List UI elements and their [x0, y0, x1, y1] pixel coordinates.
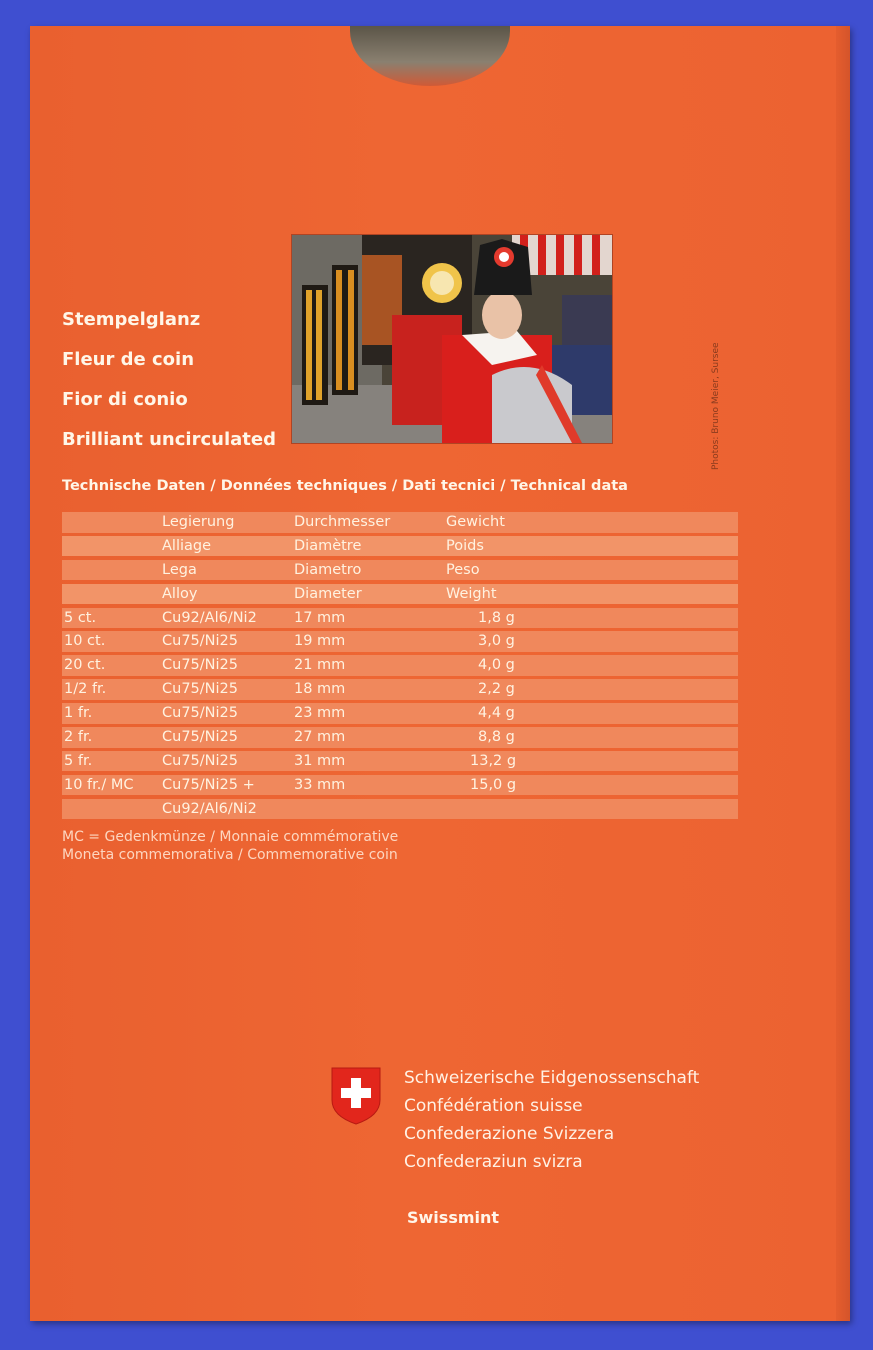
table-row: [62, 799, 738, 820]
technical-data-table: [62, 512, 738, 823]
cell-weight: 15,0 g: [470, 776, 517, 793]
grade-french: Fleur de coin: [62, 349, 195, 370]
table-row: [62, 655, 738, 676]
grade-english: Brilliant uncirculated: [62, 429, 276, 450]
cell-denomination: 2 fr.: [64, 729, 93, 746]
carnival-photo: [291, 234, 613, 444]
cell-weight: Peso: [446, 561, 480, 578]
cell-diameter: 17 mm: [294, 609, 346, 626]
table-row: [62, 608, 738, 629]
cell-weight: 3,0 g: [478, 633, 515, 650]
cell-diameter: 27 mm: [294, 729, 346, 746]
carnival-photo-image: [292, 235, 612, 443]
cell-alloy: Alloy: [162, 585, 198, 602]
table-row: [62, 560, 738, 581]
table-row: [62, 727, 738, 748]
confederation-names: [404, 1064, 699, 1176]
cell-weight: 4,4 g: [478, 705, 515, 722]
table-row: [62, 703, 738, 724]
cell-weight: 8,8 g: [478, 729, 515, 746]
cell-diameter: 33 mm: [294, 776, 346, 793]
confederation-french: Confédération suisse: [404, 1096, 583, 1116]
cell-diameter: Diametro: [294, 561, 362, 578]
confederation-italian: Confederazione Svizzera: [404, 1124, 615, 1144]
note-line-2: Moneta commemorativa / Commemorative coin: [62, 847, 398, 863]
quality-grades: [62, 300, 276, 460]
cell-weight: 2,2 g: [478, 681, 515, 698]
grade-italian: Fior di conio: [62, 389, 188, 410]
swiss-flag-icon: [328, 1066, 384, 1126]
table-row: [62, 751, 738, 772]
cell-weight: Weight: [446, 585, 497, 602]
grade-german: Stempelglanz: [62, 309, 201, 330]
commemorative-note: [62, 828, 398, 864]
cell-alloy: Cu75/Ni25: [162, 705, 238, 722]
table-row: [62, 679, 738, 700]
folder-spine: [836, 26, 850, 1321]
confederation-romansh: Confederaziun svizra: [404, 1152, 583, 1172]
cell-alloy: Cu75/Ni25: [162, 633, 238, 650]
cell-diameter: Diamètre: [294, 537, 362, 554]
cell-diameter: 23 mm: [294, 705, 346, 722]
cell-alloy: Cu92/Al6/Ni2: [162, 609, 257, 626]
confederation-german: Schweizerische Eidgenossenschaft: [404, 1068, 700, 1088]
cell-alloy: Alliage: [162, 537, 212, 554]
cell-alloy: Cu75/Ni25: [162, 657, 238, 674]
cell-diameter: Diameter: [294, 585, 362, 602]
cell-diameter: Durchmesser: [294, 514, 391, 530]
table-row: [62, 512, 738, 533]
photo-credit: Photos: Bruno Meier, Sursee: [711, 342, 721, 470]
cell-denomination: 5 ct.: [64, 609, 97, 626]
cell-diameter: 18 mm: [294, 681, 346, 698]
swissmint-brand: Swissmint: [407, 1208, 500, 1227]
cell-weight: 1,8 g: [478, 609, 515, 626]
note-line-1: MC = Gedenkmünze / Monnaie commémorative: [62, 829, 399, 845]
cell-denomination: 10 ct.: [64, 633, 106, 650]
cell-alloy: Cu75/Ni25 +: [162, 776, 255, 793]
cell-alloy: Cu92/Al6/Ni2: [162, 800, 257, 817]
cell-weight: Gewicht: [446, 514, 505, 530]
cell-denomination: 1/2 fr.: [64, 681, 107, 698]
table-row: [62, 775, 738, 796]
technical-data-title: Technische Daten / Données techniques / Dati tecnici / Technical data: [62, 478, 628, 494]
cell-denomination: 10 fr./ MC: [64, 776, 134, 793]
cell-weight: 13,2 g: [470, 752, 517, 769]
cell-alloy: Lega: [162, 561, 197, 578]
cell-weight: Poids: [446, 537, 484, 554]
cell-denomination: 5 fr.: [64, 752, 93, 769]
cell-denomination: 20 ct.: [64, 657, 106, 674]
table-row: [62, 536, 738, 557]
cell-alloy: Legierung: [162, 514, 235, 530]
table-row: [62, 631, 738, 652]
cell-diameter: 19 mm: [294, 633, 346, 650]
table-row: [62, 584, 738, 605]
cell-weight: 4,0 g: [478, 657, 515, 674]
cell-alloy: Cu75/Ni25: [162, 681, 238, 698]
cell-alloy: Cu75/Ni25: [162, 729, 238, 746]
cell-alloy: Cu75/Ni25: [162, 752, 238, 769]
cell-diameter: 31 mm: [294, 752, 346, 769]
cell-denomination: 1 fr.: [64, 705, 93, 722]
cell-diameter: 21 mm: [294, 657, 346, 674]
